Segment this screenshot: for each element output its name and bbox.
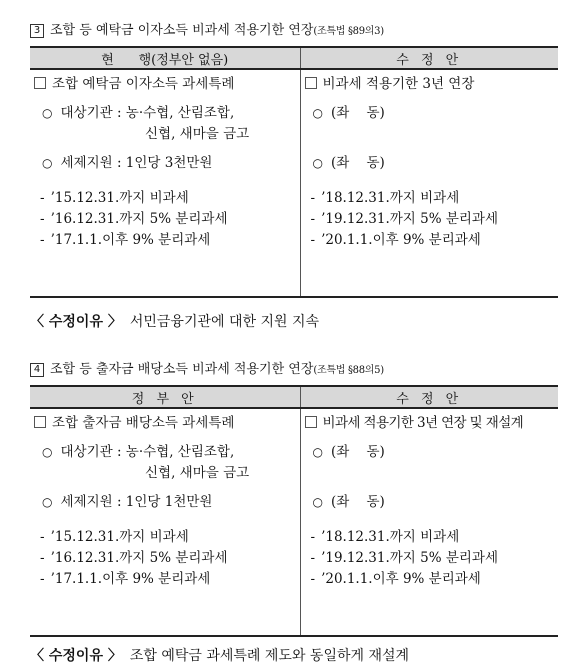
section3-header-left-a: 현 행 [101,52,152,68]
section3-left-item: - ’17.1.1.이후 9% 분리과세 [34,230,294,251]
section4-right-cell [300,408,558,636]
section4-title [30,358,384,377]
section4-left-heading: 조합 출자금 배당소득 과세특례 [34,413,294,434]
section4-table [30,385,558,637]
section4-number: 4 [30,363,44,377]
section4-left-item: - ’17.1.1.이후 9% 분리과세 [34,569,294,590]
section4-right-same2: ○ (좌 동) [305,492,553,513]
section3-table [30,46,558,298]
section4-reason-text: 조합 예탁금 과세특례 제도와 동일하게 재설계 [129,648,410,664]
section3-left-support: ○ 세제지원 : 1인당 3천만원 [34,153,294,174]
section3-right-heading: 비과세 적용기한 3년 연장 [305,74,553,95]
section4-law-ref: (조특법 §88의5) [313,365,384,376]
section3-title-text: 조합 등 예탁금 이자소득 비과세 적용기한 연장 [50,23,314,38]
section3-right-same1: ○ (좌 동) [305,103,553,124]
section3-left-item: - ’16.12.31.까지 5% 분리과세 [34,209,294,230]
section3-reason-tag: 〈 수정이유 〉 [30,314,122,330]
section3-header-left-b: (정부안 없음) [151,52,229,68]
section4-right-item: - ’18.12.31.까지 비과세 [305,527,553,548]
section4-title-text: 조합 등 출자금 배당소득 비과세 적용기한 연장 [50,362,314,377]
section3-title [30,19,384,38]
section3-left-cell [30,69,300,297]
section4-header-right: 수 정 안 [300,386,558,408]
section3-right-item: - ’19.12.31.까지 5% 분리과세 [305,209,553,230]
section4-reason-tag: 〈 수정이유 〉 [30,648,122,664]
section4-left-target: ○ 대상기관 : 농·수협, 산림조합, [34,442,294,463]
section4-header-left: 정 부 안 [30,386,300,408]
section4-left-support: ○ 세제지원 : 1인당 1천만원 [34,492,294,513]
section3-reason-text: 서민금융기관에 대한 지원 지속 [129,314,320,330]
section3-law-ref: (조특법 §89의3) [313,26,384,37]
section4-left-item: - ’15.12.31.까지 비과세 [34,527,294,548]
section3-left-heading: 조합 예탁금 이자소득 과세특례 [34,74,294,95]
section3-right-same2: ○ (좌 동) [305,153,553,174]
section3-right-item: - ’18.12.31.까지 비과세 [305,188,553,209]
section3-left-target-cont: 신협, 새마을 금고 [145,126,250,142]
section3-right-cell [300,69,558,297]
section4-right-item: - ’20.1.1.이후 9% 분리과세 [305,569,553,590]
section3-reason [30,311,319,331]
section4-left-item: - ’16.12.31.까지 5% 분리과세 [34,548,294,569]
section4-right-item: - ’19.12.31.까지 5% 분리과세 [305,548,553,569]
section4-left-cell [30,408,300,636]
section3-right-item: - ’20.1.1.이후 9% 분리과세 [305,230,553,251]
section4-reason [30,645,409,665]
section4-left-target-cont: 신협, 새마을 금고 [145,465,250,481]
section3-header-left [30,47,300,69]
section4-right-same1: ○ (좌 동) [305,442,553,463]
section4-right-heading: 비과세 적용기한 3년 연장 및 재설계 [305,413,553,434]
section3-number: 3 [30,24,44,38]
section3-left-target: ○ 대상기관 : 농·수협, 산림조합, [34,103,294,124]
section3-left-item: - ’15.12.31.까지 비과세 [34,188,294,209]
section3-header-right: 수 정 안 [300,47,558,69]
